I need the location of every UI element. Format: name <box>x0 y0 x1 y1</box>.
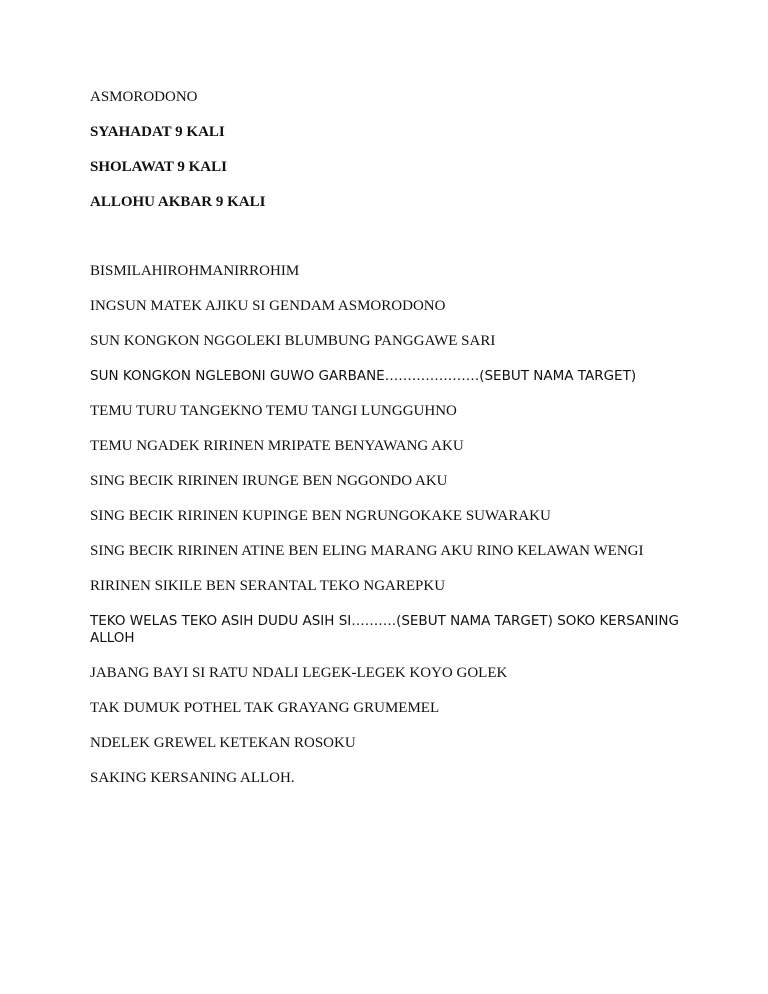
spacer <box>90 229 690 263</box>
text-line: INGSUN MATEK AJIKU SI GENDAM ASMORODONO <box>90 298 446 314</box>
text-line: SUN KONGKON NGLEBONI GUWO GARBANE…………………(SEBUT NAMA TARGET) <box>90 368 637 384</box>
text-line: SUN KONGKON NGGOLEKI BLUMBUNG PANGGAWE SARI <box>90 333 496 349</box>
instruction-line: ALLOHU AKBAR 9 KALI <box>90 194 266 210</box>
text-line: TEMU TURU TANGEKNO TEMU TANGI LUNGGUHNO <box>90 403 457 419</box>
text-line: RIRINEN SIKILE BEN SERANTAL TEKO NGAREPKU <box>90 578 446 594</box>
text-line: NDELEK GREWEL KETEKAN ROSOKU <box>90 735 356 751</box>
instruction-line: SYAHADAT 9 KALI <box>90 124 225 140</box>
text-line: TEKO WELAS TEKO ASIH DUDU ASIH SI……….(SEBUT NAMA TARGET) SOKO KERSANING ALLOH <box>90 613 679 646</box>
text-line: BISMILAHIROHMANIRROHIM <box>90 263 300 279</box>
text-line: SING BECIK RIRINEN KUPINGE BEN NGRUNGOKAKE SUWARAKU <box>90 508 551 524</box>
instruction-line: SHOLAWAT 9 KALI <box>90 159 227 175</box>
text-line: SING BECIK RIRINEN ATINE BEN ELING MARANG AKU RINO KELAWAN WENGI <box>90 543 644 559</box>
text-line: SING BECIK RIRINEN IRUNGE BEN NGGONDO AKU <box>90 473 448 489</box>
text-line: SAKING KERSANING ALLOH. <box>90 770 295 786</box>
text-line: JABANG BAYI SI RATU NDALI LEGEK-LEGEK KOYO GOLEK <box>90 665 508 681</box>
document-title: ASMORODONO <box>90 89 198 105</box>
document-body <box>90 89 690 805</box>
text-line: TAK DUMUK POTHEL TAK GRAYANG GRUMEMEL <box>90 700 440 716</box>
text-line: TEMU NGADEK RIRINEN MRIPATE BENYAWANG AKU <box>90 438 464 454</box>
